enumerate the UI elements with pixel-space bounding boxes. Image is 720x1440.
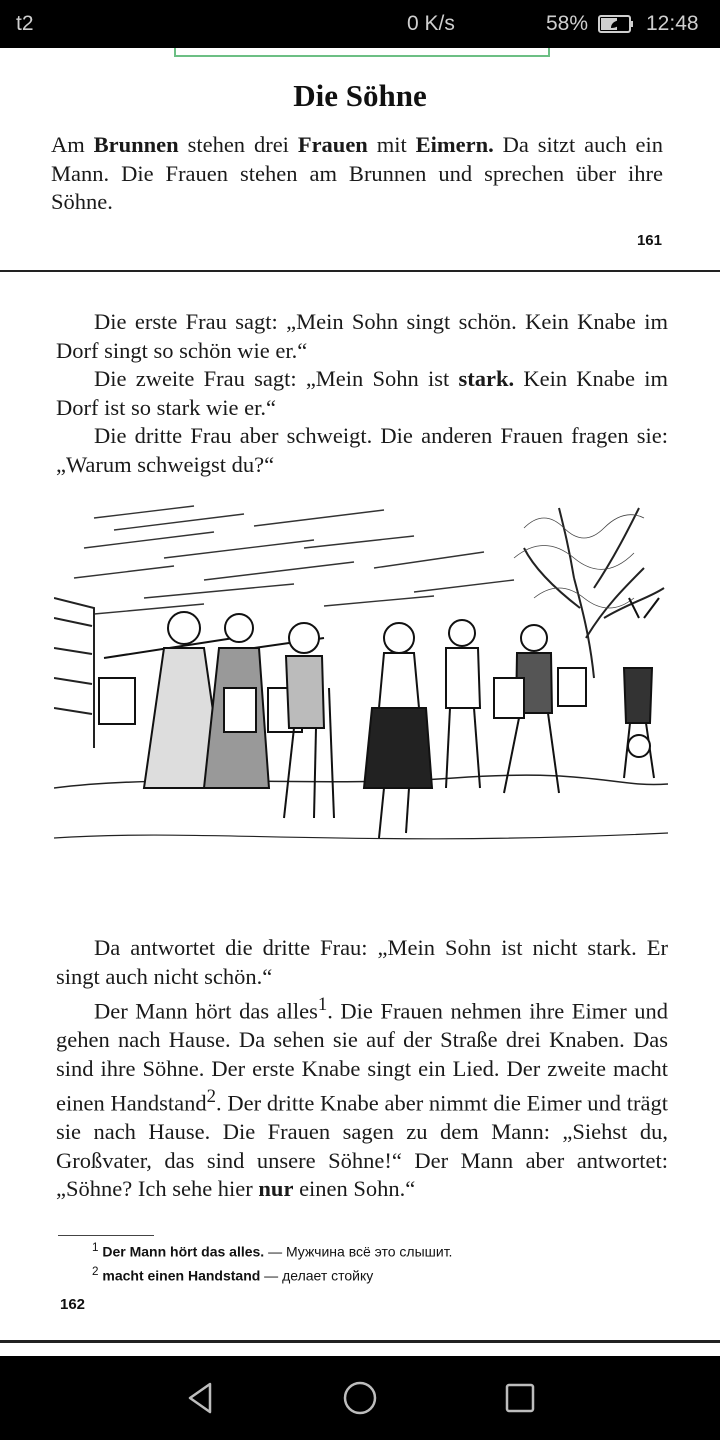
back-icon[interactable] xyxy=(180,1378,220,1418)
recents-icon[interactable] xyxy=(500,1378,540,1418)
story-top-block xyxy=(56,308,668,479)
home-icon[interactable] xyxy=(340,1378,380,1418)
battery-percent: 58% xyxy=(546,12,589,35)
footnote-rule xyxy=(58,1235,154,1236)
story-illustration xyxy=(54,488,668,880)
network-speed: 0 K/s xyxy=(407,12,455,35)
page-number-161: 161 xyxy=(636,232,662,249)
green-frame-box xyxy=(174,48,550,57)
paragraph-ending: Der Mann hört das alles$^1$. Die Frauen nehmen ihre Eimer und gehen nach Hause. Da sehen sie auf der Straße drei Knaben. Das sind ihre Söhne. Der erste Knabe singt ein Lied. Der zweite macht einen Handstand$^2$. Der dritte Knabe aber nimmt die Eimer und trägt sie nach Hause. Die Frauen sagen zu dem Mann: „Siehst du, Großvater, das sind unsere Söhne!“ Der Mann aber antwortet: „Söhne? Ich sehe hier nur einen Sohn.“ xyxy=(56,994,668,1201)
paragraph-first-woman: Die erste Frau sagt: „Mein Sohn singt schön. Kein Knabe im Dorf singt so schön wie er.“ xyxy=(56,309,668,363)
footnote-2: $^2$ macht einen Handstand — делает стойку xyxy=(92,1264,374,1284)
footnote-mark-1[interactable]: 1 xyxy=(317,994,328,1015)
navigation-bar xyxy=(0,1356,720,1440)
status-bar xyxy=(0,0,720,48)
intro-paragraph: Am Brunnen stehen drei Frauen mit Eimern. Da sitzt auch ein Mann. Die Frauen stehen am Brunnen und sprechen über ihre Söhne. xyxy=(51,132,663,214)
paragraph-third-woman: Die dritte Frau aber schweigt. Die anderen Frauen fragen sie: „Warum schweigst du?“ xyxy=(56,423,668,477)
footnote-mark-2[interactable]: 2 xyxy=(206,1086,217,1107)
story-bottom-block xyxy=(56,934,668,1204)
chapter-title: Die Söhne xyxy=(293,78,427,113)
paragraph-answer: Da antwortet die dritte Frau: „Mein Sohn ist nicht stark. Er singt auch nicht schön.“ xyxy=(56,935,668,989)
battery-icon xyxy=(598,14,634,34)
page-161 xyxy=(0,48,720,270)
footnote-1: $^1$ Der Mann hört das alles. — Мужчина всё это слышит. xyxy=(92,1241,453,1260)
page-162 xyxy=(0,272,720,1340)
next-page-edge xyxy=(0,1343,720,1356)
paragraph-second-woman: Die zweite Frau sagt: „Mein Sohn ist stark. Kein Knabe im Dorf ist so stark wie er.“ xyxy=(56,366,668,420)
footnotes xyxy=(92,1238,652,1285)
carrier-label: t2 xyxy=(16,12,34,35)
clock-time: 12:48 xyxy=(646,12,699,35)
page-number-162: 162 xyxy=(60,1296,86,1313)
